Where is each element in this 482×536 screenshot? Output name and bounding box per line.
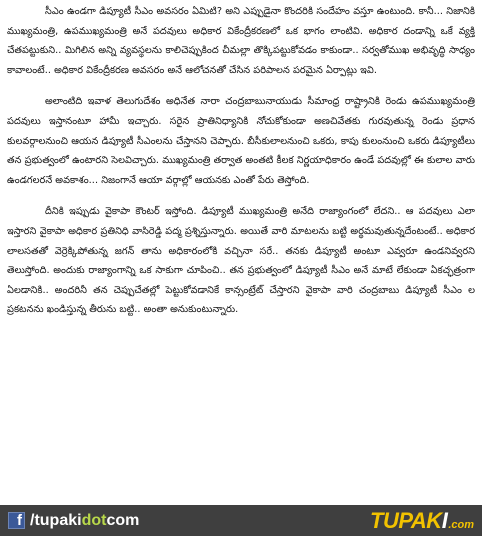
facebook-icon[interactable]: f (8, 512, 25, 529)
article-paragraph-2: అలాంటిది ఇవాళ తెలుగుదేశం అధినేత నారా చంద్రబాబునాయుడు సీమాంధ్ర రాష్ట్రానికి రెండు ఉపముఖ్యమంత్రి పదవులు ఇస్తానంటూ హామీ ఇచ్చారు. సరైన ప్రాతినిధ్యానికి నోచుకోకుండా అణచివేతకు గురవుతున్న రెండు ప్రధాన కులవర్గాలనుంచి ఆయన డిప్యూటీ సీఎంలను చేస్తానని చెప్పారు. బీసీకులాలనుంచి ఒకరు, కాపు కులంనుంచి ఒకరు డిప్యూటీలు తన ప్రభుత్వంలో ఉంటారని సెలవిచ్చారు. ముఖ్యమంత్రి తర్వాత అంతటి కీలక నిర్ణయాధికారం ఉండే పదవుల్లో ఈ కులాల వారు ఉండగలరనే అవకాశం... నిజంగానే ఆయా వర్గాల్లో ఆయనకు ఎంతో పేరు తెస్తోంది. (7, 96, 475, 186)
footer-bar (0, 505, 482, 536)
logo-text-part2: I (441, 508, 448, 533)
article-paragraph-1: సీఎం ఉండగా డిప్యూటీ సీఎం అవసరం ఏమిటి? అని ఎప్పుడైనా కొందరికి సందేహం వస్తూ ఉంటుంది. కానీ... నిజానికి ముఖ్యమంత్రి, ఉపముఖ్యమంత్రి అనే పదవులు అధికార వికేంద్రీకరణలో ఒక భాగం లాంటివి. అధికార దండాన్ని ఒకే వ్యక్తి చేతపట్టుకుని.. మిగిలిన అన్ని వ్యవస్థలను కాలిచెప్పుకింద చీమల్లా తొక్కిపట్టుకోవడం కాకుండా.. సర్వతోముఖ అభివృద్ధి సాధ్యం కావాలంటే.. అధికార వికేంద్రీకరణ అవసరం అనే ఆలోచనతో చేసిన పరిపాలన పరమైన ఏర్పాట్లు ఇవి. (7, 6, 475, 76)
facebook-handle-link[interactable] (30, 512, 139, 530)
handle-prefix: /tupaki (30, 511, 82, 529)
logo-text-part1: TUPAK (370, 508, 442, 533)
tupaki-logo[interactable] (370, 508, 474, 534)
handle-dot: dot (81, 511, 107, 529)
logo-domain: .com (448, 519, 474, 531)
article-paragraph-3: దీనికి ఇప్పుడు వైకాపా కౌంటర్ ఇస్తోంది. డిప్యూటీ ముఖ్యమంత్రి అనేది రాజ్యాంగంలో లేదని.. ఆ పదవులు ఎలా ఇస్తారని వైకాపా అధికార ప్రతినిధి వాసిరెడ్డి పద్మ ప్రశ్నిస్తున్నారు. అయితే వారి మాటలను బట్టి అర్థమవుతున్నదేంటంటే.. అధికార లాలసతతో వెర్రెక్కిపోతున్న జగన్ తాను అధికారంలోకి వచ్చినా సరే.. తనకు డిప్యూటీ అంటూ ఎవ్వరూ ఉండనివ్వరని తెలుస్తోంది. అందుకు రాజ్యాంగాన్ని ఒక సాకుగా చూపించి.. తన ప్రభుత్వంలో డిప్యూటీ సీఎం అనే మాటే లేకుండా ఏకచ్ఛత్రంగా ఏలడానికి.. అందరినీ తన చెప్పుచేతల్లో పెట్టుకోవడానికే కాన్సంట్రేట్ చేస్తారని వైకాపా వారి చంద్రబాబు డిప్యూటీ సీఎం ల ప్రకటనను ఖండిస్తున్న తీరును బట్టి.. అంతా అనుకుంటున్నారు. (7, 206, 475, 316)
handle-suffix: com (106, 511, 140, 529)
